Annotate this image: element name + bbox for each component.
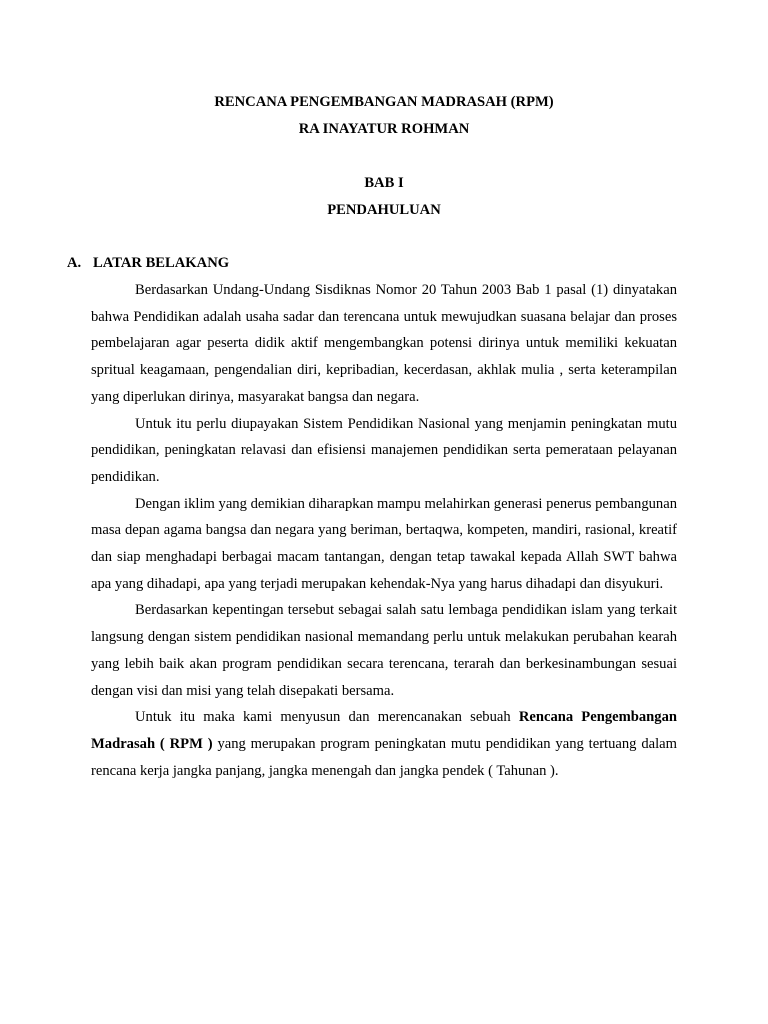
paragraph-2: Untuk itu perlu diupayakan Sistem Pendidikan Nasional yang menjamin peningkatan mutu pendidikan, peningkatan relavasi dan efisiensi manajemen pendidikan serta pemerataan pelayanan pendidikan. [91,415,677,485]
chapter-title: PENDAHULUAN [327,202,441,218]
institution-name: RA INAYATUR ROHMAN [298,121,470,137]
rpm-term: Rencana Pengembangan Madrasah ( RPM ) [91,709,677,752]
paragraph-5-rest: yang merupakan program peningkatan mutu pendidikan yang tertuang dalam rencana kerja jangka panjang, jangka menengah dan jangka pendek ( Tahunan ). [91,735,677,779]
document-title: RENCANA PENGEMBANGAN MADRASAH (RPM) [214,94,554,110]
paragraph-5 [91,704,677,784]
section-body [91,277,677,784]
paragraph-4: Berdasarkan kepentingan tersebut sebagai salah satu lembaga pendidikan islam yang terkait langsung dengan sistem pendidikan nasional memandang perlu untuk melakukan perubahan kearah yang lebih baik akan program pendidikan secara terencana, terarah dan berkesinambungan sesuai dengan visi dan misi yang telah disepakati bersama. [91,602,677,699]
section-title: LATAR BELAKANG [93,255,230,271]
paragraph-1: Berdasarkan Undang-Undang Sisdiknas Nomor 20 Tahun 2003 Bab 1 pasal (1) dinyatakan bahwa Pendidikan adalah usaha sadar dan terencana untuk mewujudkan suasana belajar dan proses pembelajaran agar peserta didik aktif mengembangkan potensi dirinya untuk memiliki kekuatan spritual keagamaan, pengendalian diri, kepribadian, kecerdasan, akhlak mulia , serta keterampilan yang diperlukan dirinya, masyarakat bangsa dan negara. [91,282,677,405]
section-heading [67,254,229,272]
chapter-number: BAB I [364,175,404,191]
paragraph-3: Dengan iklim yang demikian diharapkan mampu melahirkan generasi penerus pembangunan masa depan agama bangsa dan negara yang beriman, bertaqwa, kompeten, mandiri, rasional, kreatif dan siap menghadapi berbagai macam tantangan, dengan tetap tawakal kepada Allah SWT bahwa apa yang dihadapi, apa yang terjadi merupakan kehendak-Nya yang harus dihadapi dan disyukuri. [91,495,677,592]
paragraph-5-intro: Untuk itu maka kami menyusun dan merencanakan sebuah [135,709,519,726]
section-number: A. [67,255,82,271]
